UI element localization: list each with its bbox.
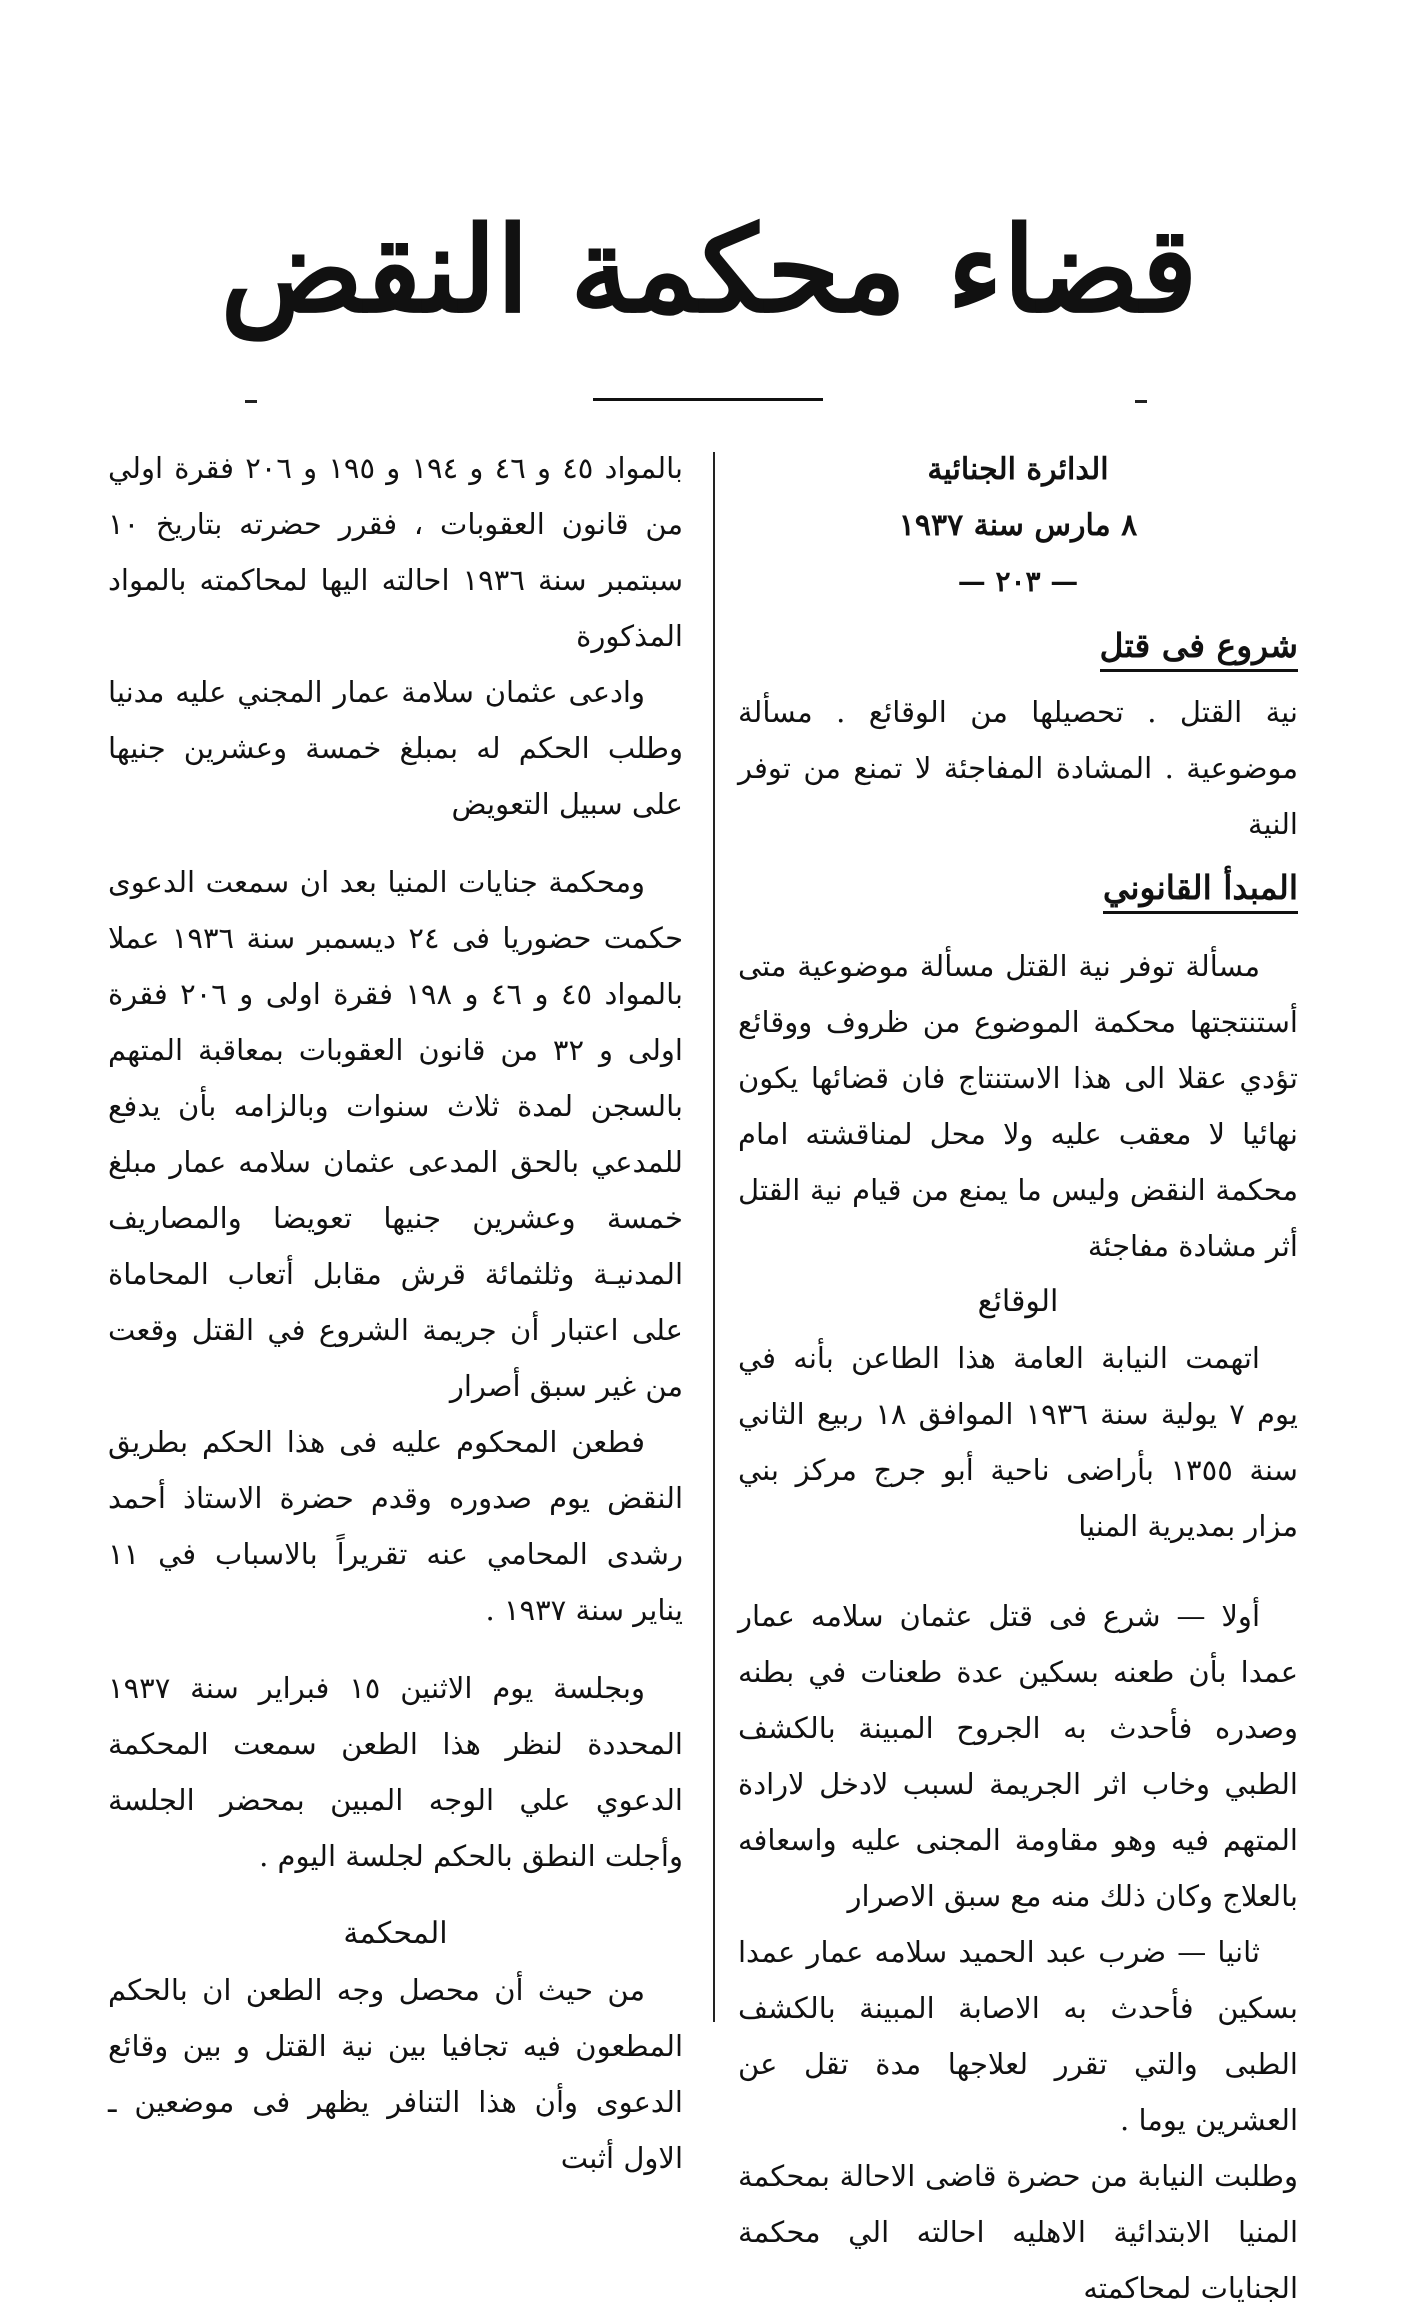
articles-text: بالمواد ٤٥ و ٤٦ و ١٩٤ و ١٩٥ و ٢٠٦ فقرة اولي من قانون العقوبات ، فقرر حضرته بتاريخ ١٠ سبتمبر سنة ١٩٣٦ احالته اليها لمحاكمته بالمواد المذكورة — [108, 451, 684, 653]
first-charge: أولا — شرع فى قتل عثمان سلامه عمار عمدا بأن طعنه بسكين عدة طعنات في بطنه وصدره فأحدث به الجروح المبينة بالكشف الطبي وخاب اثر الجريمة لسبب لادخل لارادة المتهم فيه وهو مقاومة المجنى عليه واسعافه بالعلاج وكان ذلك منه مع سبق الاصرار — [738, 1599, 1298, 1913]
judgment-text: ومحكمة جنايات المنيا بعد ان سمعت الدعوى حكمت حضوريا فى ٢٤ ديسمبر سنة ١٩٣٦ عملا بالمواد ٤٥ و ٤٦ و ١٩٨ فقرة اولى و ٢٠٦ فقرة اولى و ٣٢ من قانون العقوبات بمعاقبة المتهم بالسجن لمدة ثلاث سنوات وبالزامه بأن يدفع للمدعي بالحق المدعى عثمان سلامه عمار مبلغ خمسة وعشرين جنيها تعويضا والمصاريف المدنيـة وثلثمائة قرش مقابل أتعاب المحاماة على اعتبار أن جريمة الشروع في القتل وقعت من غير سبق أصرار — [108, 865, 683, 1403]
court-heading: المحكمة — [343, 1916, 448, 1951]
appeal-text: فطعن المحكوم عليه فى هذا الحكم بطريق النقض يوم صدوره وقدم حضرة الاستاذ أحمد رشدى المحامي عنه تقريراً بالاسباب في ١١ يناير سنة ١٩٣٧ . — [108, 1425, 683, 1627]
civil-claim-text: وادعى عثمان سلامة عمار المجني عليه مدنيا وطلب الحكم له بمبلغ خمسة وعشرين جنيها على سبيل التعويض — [108, 675, 683, 821]
dash-mark-left — [245, 400, 257, 403]
second-charge: ثانيا — ضرب عبد الحميد سلامه عمار عمدا بسكين فأحدث به الاصابة المبينة بالكشف الطبى والتي تقرر لعلاجها مدة تقل عن العشرين يوما . — [738, 1935, 1298, 2137]
principle-text: مسألة توفر نية القتل مسألة موضوعية متى أستنتجتها محكمة الموضوع من ظروف ووقائع تؤدي عقلا الى هذا الاستنتاج فان قضائها يكون نهائيا لا معقب عليه ولا محل لمناقشته امام محكمة النقض وليس ما يمنع من قيام نية القتل أثر مشادة مفاجئة — [738, 949, 1298, 1263]
masthead-rule — [593, 398, 823, 401]
column-divider — [713, 452, 715, 2022]
decision-date: ٨ مارس سنة ١٩٣٧ — [898, 508, 1138, 543]
facts-heading: الوقائع — [977, 1284, 1059, 1319]
hearing-text: وبجلسة يوم الاثنين ١٥ فبراير سنة ١٩٣٧ المحددة لنظر هذا الطعن سمعت المحكمة الدعوي علي الوجه المبين بمحضر الجلسة وأجلت النطق بالحكم لجلسة اليوم . — [108, 1671, 683, 1873]
facts-text: اتهمت النيابة العامة هذا الطاعن بأنه في يوم ٧ يولية سنة ١٩٣٦ الموافق ١٨ ربيع الثاني سنة ١٣٥٥ بأراضى ناحية أبو جرج مركز بني مزار بمديرية المنيا — [738, 1341, 1298, 1543]
left-column — [108, 440, 683, 2186]
case-heading-text: شروع فى قتل — [1100, 626, 1298, 672]
masthead-title: قضاء محكمة النقض — [220, 200, 1198, 339]
court-text: من حيث أن محصل وجه الطعن ان بالحكم المطعون فيه تجافيا بين نية القتل و بين وقائع الدعوى وأن هذا التنافر يظهر فى موضعين ـ الاول أثبت — [108, 1973, 683, 2175]
principle-heading — [738, 860, 1298, 916]
referral-text: وطلبت النيابة من حضرة قاضى الاحالة بمحكمة المنيا الابتدائية الاهليه احالته الي محكمة الجنايات لمحاكمته — [738, 2159, 1298, 2305]
case-summary: نية القتل . تحصيلها من الوقائع . مسألة موضوعية . المشادة المفاجئة لا تمنع من توفر النية — [738, 695, 1298, 841]
right-column — [738, 440, 1298, 2316]
case-number: — ٢٠٣ — — [957, 565, 1079, 598]
dash-mark-right — [1135, 400, 1147, 403]
case-heading — [738, 618, 1298, 674]
court-circuit: الدائرة الجنائية — [927, 452, 1109, 487]
principle-heading-text: المبدأ القانوني — [1103, 868, 1298, 914]
